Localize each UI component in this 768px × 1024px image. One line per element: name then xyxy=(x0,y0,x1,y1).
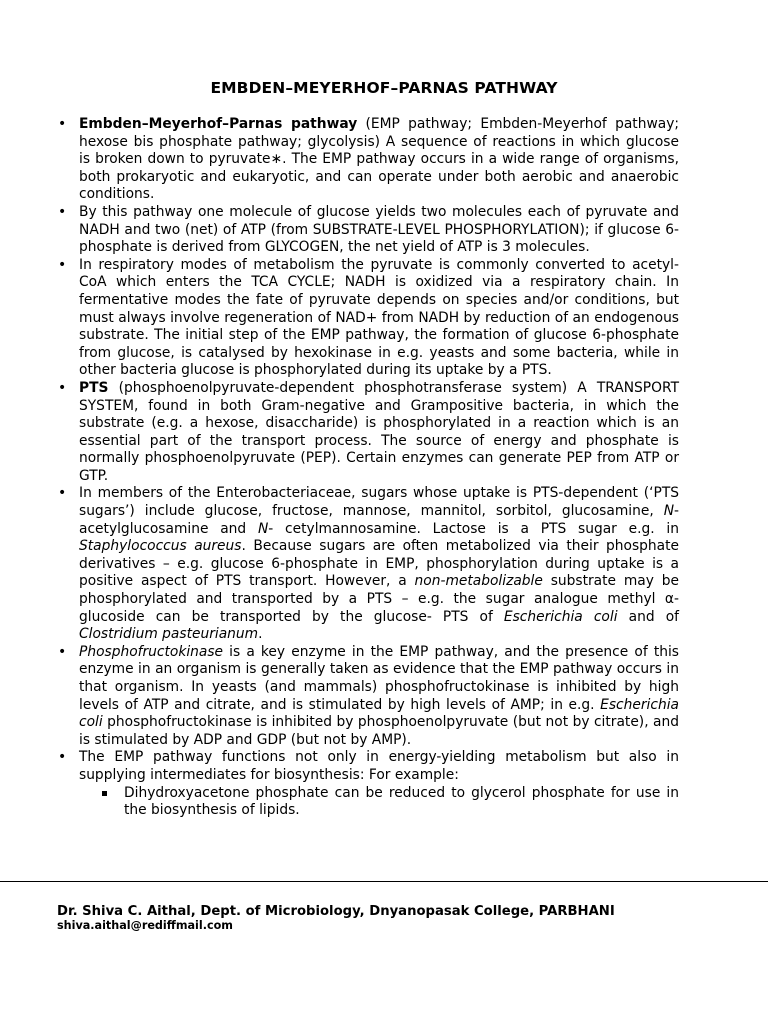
list-item xyxy=(0,380,768,486)
paragraph-text: substrate may be phosphorylated and transported by a PTS – e.g. the sugar analogue methyl α-glucoside can be transported by the glucose- PTS of xyxy=(79,573,679,625)
sub-list xyxy=(79,785,679,820)
list-item xyxy=(0,644,768,750)
bullet-icon: • xyxy=(58,643,67,660)
footer-author: Dr. Shiva C. Aithal, Dept. of Microbiology, Dnyanopasak College, PARBHANI xyxy=(57,904,615,919)
paragraph-text: (EMP pathway; Embden-Meyerhof pathway; hexose bis phosphate pathway; glycolysis) A sequence of reactions in which glucose is broken down to pyruvate∗. The EMP pathway occurs in a wide range of organisms, both prokaryotic and eukaryotic, and can operate under both aerobic and anaerobic conditions. xyxy=(79,116,680,203)
bullet-icon: • xyxy=(58,256,67,273)
paragraph-text: (phosphoenolpyruvate-dependent phosphotransferase system) A TRANSPORT SYSTEM, found in both Gram-negative and Grampositive bacteria, in which the substrate (e.g. a hexose, disaccharide) is phosphorylated in a reaction which is an essential part of the transport process. The source of energy and phosphate is normally phosphoenolpyruvate (PEP). Certain enzymes can generate PEP from ATP or GTP. xyxy=(79,379,679,484)
species-name: Escherichia coli xyxy=(503,608,618,625)
list-item xyxy=(0,485,768,643)
term: PTS xyxy=(79,379,109,396)
paragraph-text: -acetylglucosamine and xyxy=(79,503,679,537)
italic-text: non-metabolizable xyxy=(414,573,543,590)
sub-list-item xyxy=(79,785,679,820)
paragraph-text: In respiratory modes of metabolism the pyruvate is commonly converted to acetyl-CoA which enters the TCA CYCLE; NADH is oxidized via a respiratory chain. In fermentative modes the fate of pyruvate depends on species and/or conditions, but must always involve regeneration of NAD+ from NADH by reduction of an endogenous substrate. The initial step of the EMP pathway, the formation of glucose 6-phosphate from glucose, is catalysed by hexokinase in e.g. yeasts and some bacteria, while in other bacteria glucose is phosphorylated during its uptake by a PTS. xyxy=(79,256,679,379)
species-name: Staphylococcus aureus xyxy=(79,538,242,555)
bullet-icon: • xyxy=(58,485,67,502)
list-item xyxy=(0,204,768,257)
species-name: Clostridium pasteurianum xyxy=(79,626,259,643)
footer-divider xyxy=(0,881,768,882)
paragraph-text: The EMP pathway functions not only in energy-yielding metabolism but also in supplying intermediates for biosynthesis: For example: xyxy=(79,749,679,783)
species-name: Escherichia coli xyxy=(79,696,679,731)
italic-text: N xyxy=(257,520,269,537)
bullet-icon: • xyxy=(58,116,67,132)
bullet-icon: • xyxy=(58,203,67,220)
list-item xyxy=(0,257,768,380)
square-bullet-icon xyxy=(102,791,107,796)
paragraph-text: - cetylmannosamine. Lactose is a PTS sugar e.g. in xyxy=(268,520,679,537)
bullet-list xyxy=(0,116,768,820)
list-item xyxy=(0,116,768,204)
page-title: EMBDEN–MEYERHOF–PARNAS PATHWAY xyxy=(210,79,558,97)
footer-email: shiva.aithal@rediffmail.com xyxy=(57,919,233,932)
list-item xyxy=(0,749,768,819)
paragraph-text: . Because sugars are often metabolized via their phosphate derivatives – e.g. glucose 6-phosphate in EMP, phosphorylation during uptake is a positive aspect of PTS transport. However, a xyxy=(79,538,679,590)
italic-text: N xyxy=(663,503,675,520)
paragraph-text: By this pathway one molecule of glucose yields two molecules each of pyruvate and NADH and two (net) of ATP (from SUBSTRATE-LEVEL PHOSPHORYLATION); if glucose 6-phosphate is derived from GLYCOGEN, the net yield of ATP is 3 molecules. xyxy=(79,203,679,256)
paragraph-text: . xyxy=(258,626,263,643)
bullet-icon: • xyxy=(58,749,67,766)
enzyme-name: Phosphofructokinase xyxy=(79,643,224,660)
bullet-icon: • xyxy=(58,379,67,396)
paragraph-text: In members of the Enterobacteriaceae, sugars whose uptake is PTS-dependent (‘PTS sugars’) include glucose, fructose, mannose, mannitol, sorbitol, glucosamine, xyxy=(79,485,679,520)
paragraph-text: is a key enzyme in the EMP pathway, and the presence of this enzyme in an organism is generally taken as evidence that the EMP pathway occurs in that organism. In yeasts (and mammals) phosphofructokinase is inhibited by high levels of ATP and citrate, and is stimulated by high levels of AMP; in e.g. xyxy=(79,643,679,713)
paragraph-text: and of xyxy=(617,608,679,625)
term: Embden–Meyerhof–Parnas pathway xyxy=(79,116,358,132)
paragraph-text: phosphofructokinase is inhibited by phosphoenolpyruvate (but not by citrate), and is stimulated by ADP and GDP (but not by AMP). xyxy=(79,714,679,748)
paragraph-text: Dihydroxyacetone phosphate can be reduced to glycerol phosphate for use in the biosynthesis of lipids. xyxy=(124,784,679,819)
